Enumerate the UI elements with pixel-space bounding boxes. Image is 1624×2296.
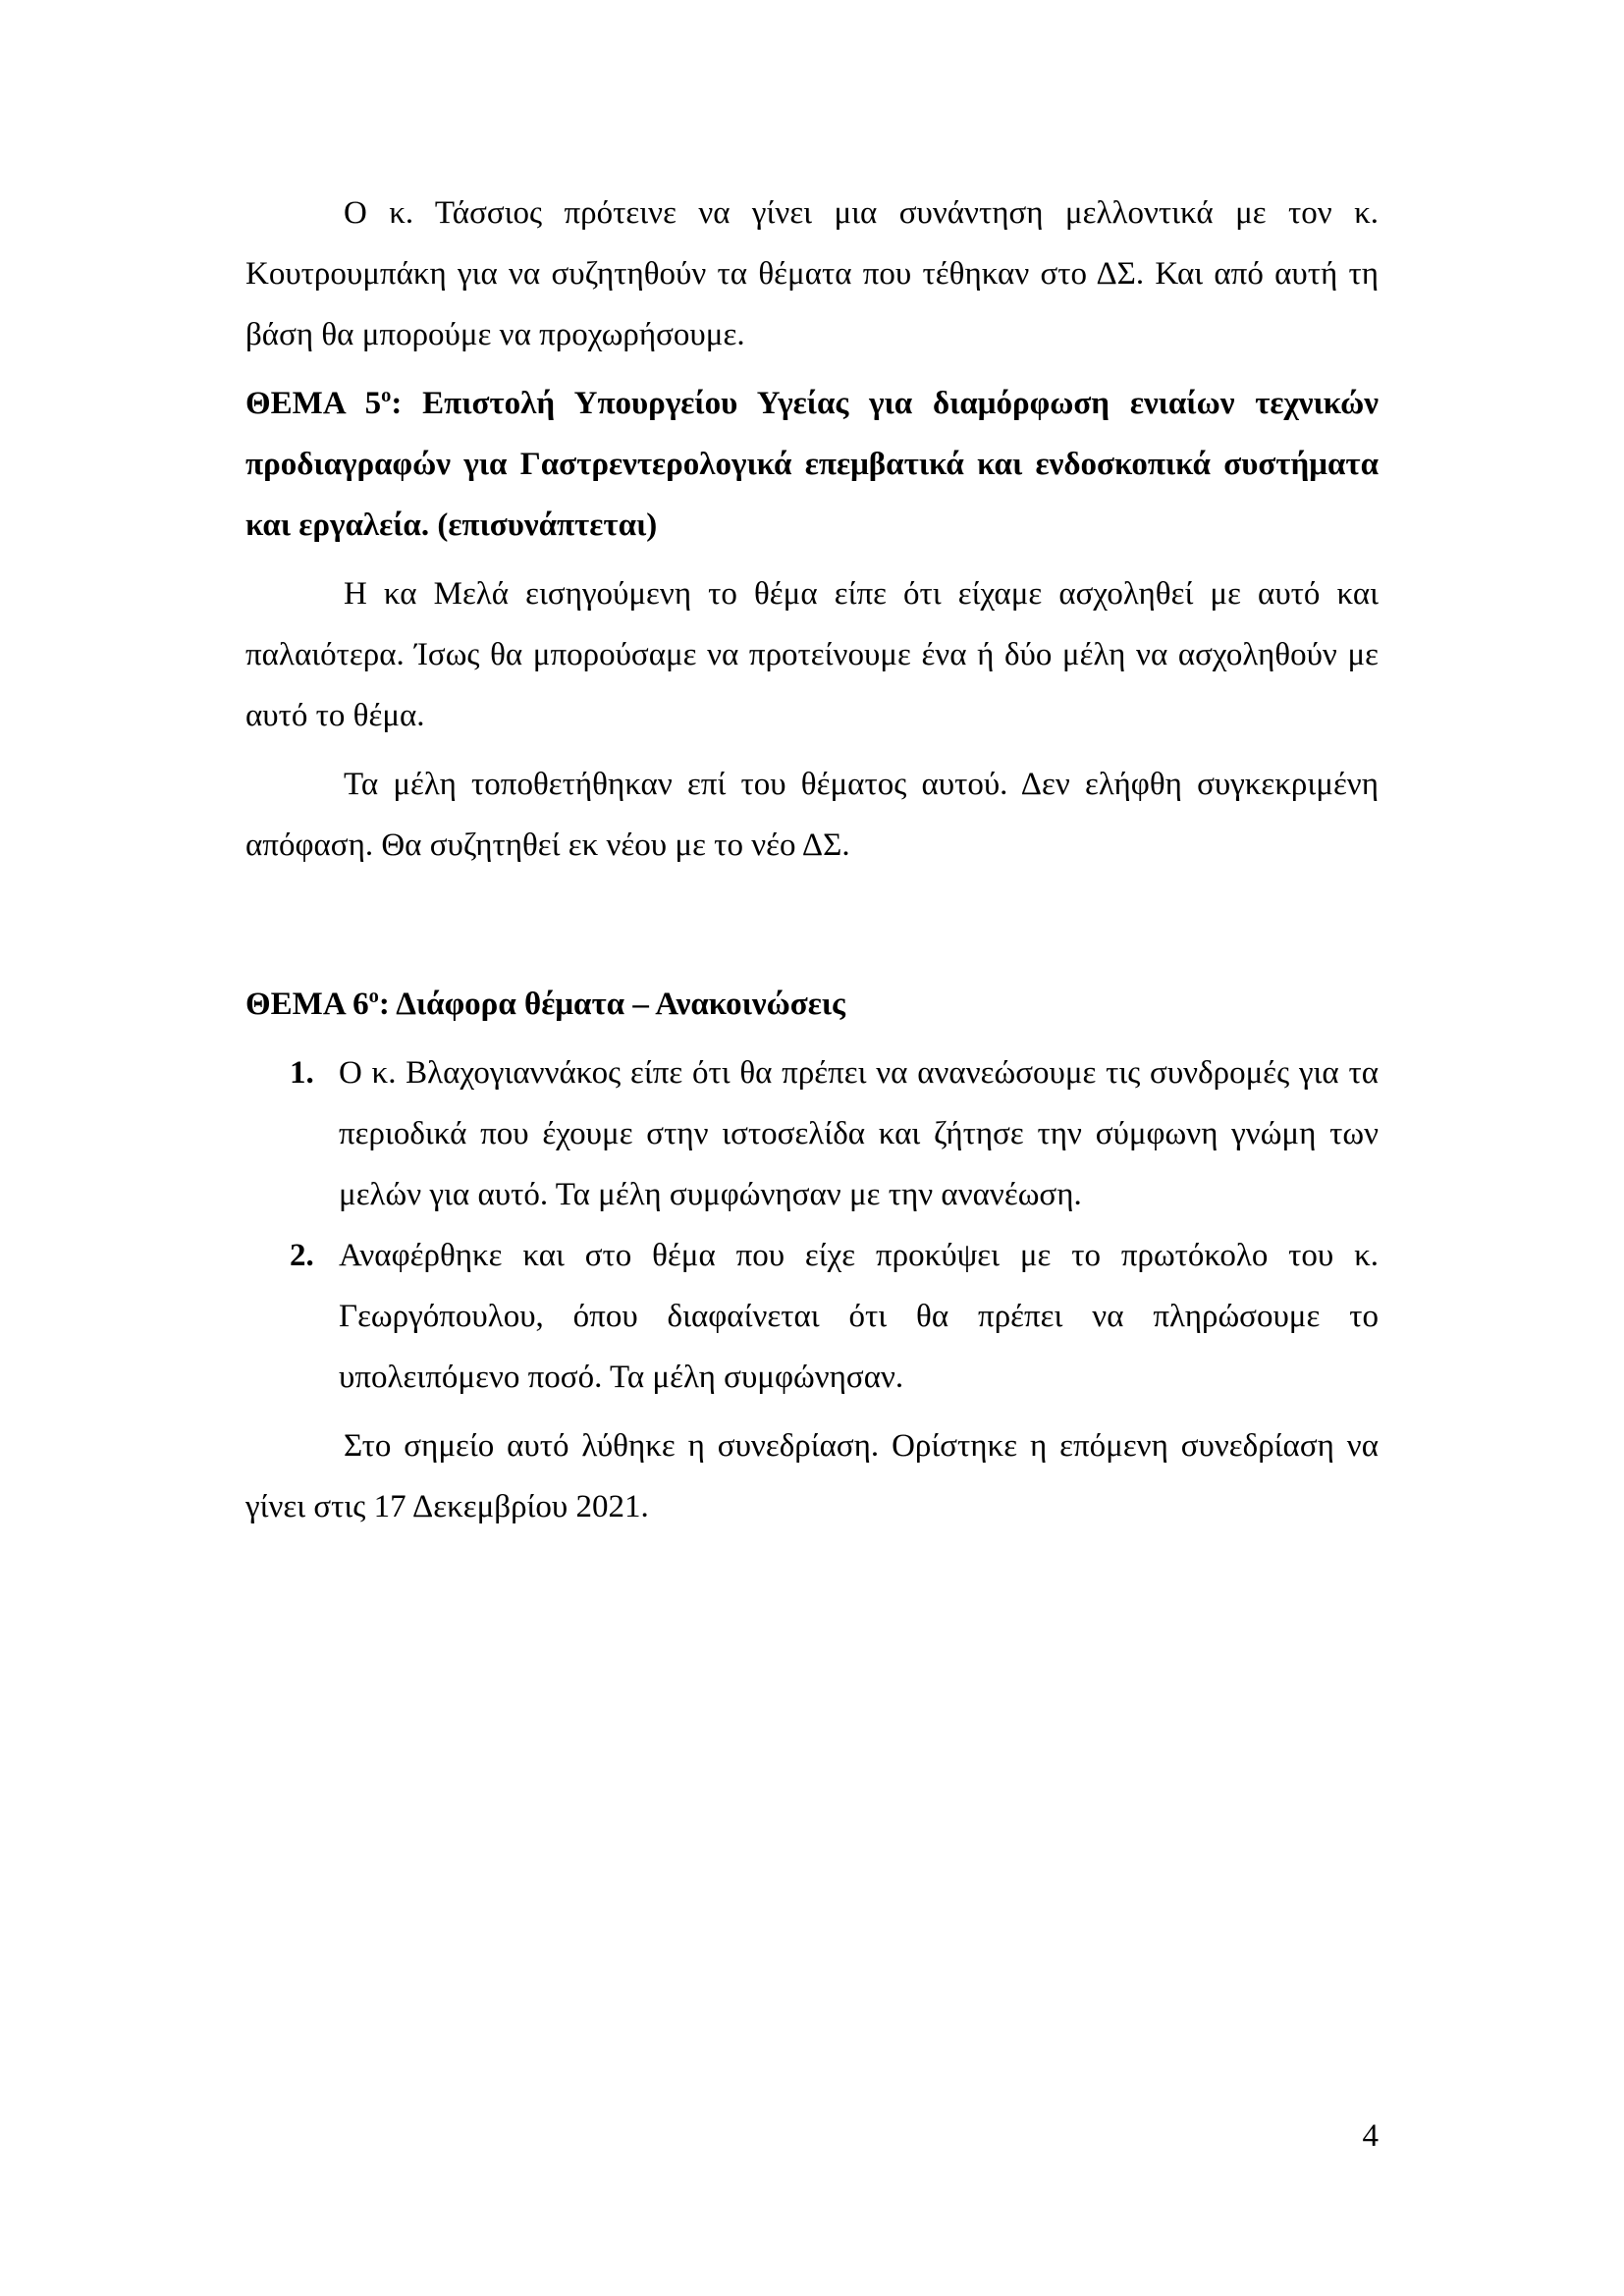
heading-thema-6-ordinal: ο bbox=[368, 986, 379, 1007]
page-number: 4 bbox=[1362, 2118, 1379, 2154]
heading-thema-5-text: : Επιστολή Υπουργείου Υγείας για διαμόρφωση ενιαίων τεχνικών προδιαγραφών για Γαστρεντερολογικά επεμβατικά και ενδοσκοπικά συστήματα και εργαλεία. (επισυνάπτεται) bbox=[245, 386, 1379, 543]
paragraph-decision: Τα μέλη τοποθετήθηκαν επί του θέματος αυτού. Δεν ελήφθη συγκεκριμένη απόφαση. Θα συζητηθεί εκ νέου με το νέο ΔΣ. bbox=[245, 767, 1379, 863]
heading-thema-5-prefix: ΘΕΜΑ 5 bbox=[245, 386, 382, 421]
paragraph-closing: Στο σημείο αυτό λύθηκε η συνεδρίαση. Ορίστηκε η επόμενη συνεδρίαση να γίνει στις 17 Δεκεμβρίου 2021. bbox=[245, 1428, 1379, 1524]
list-item-text: Αναφέρθηκε και στο θέμα που είχε προκύψει με το πρωτόκολο του κ. Γεωργόπουλου, όπου διαφαίνεται ότι θα πρέπει να πληρώσουμε το υπολειπόμενο ποσό. Τα μέλη συμφώνησαν. bbox=[339, 1238, 1379, 1395]
paragraph-intro: Ο κ. Τάσσιος πρότεινε να γίνει μια συνάντηση μελλοντικά με τον κ. Κουτρουμπάκη για να συζητηθούν τα θέματα που τέθηκαν στο ΔΣ. Και από αυτή τη βάση θα μπορούμε να προχωρήσουμε. bbox=[245, 195, 1379, 352]
heading-thema-5-ordinal: ο bbox=[381, 385, 392, 406]
heading-thema-6-text: : Διάφορα θέματα – Ανακοινώσεις bbox=[378, 987, 845, 1022]
list-item-number: 2. bbox=[290, 1238, 314, 1273]
heading-thema-6 bbox=[245, 974, 1379, 1035]
list-item bbox=[245, 1225, 1379, 1408]
heading-thema-5 bbox=[245, 373, 1379, 556]
page-content bbox=[245, 183, 1379, 1545]
heading-thema-6-prefix: ΘΕΜΑ 6 bbox=[245, 987, 369, 1022]
list-item-text: Ο κ. Βλαχογιαννάκος είπε ότι θα πρέπει να ανανεώσουμε τις συνδρομές για τα περιοδικά που έχουμε στην ιστοσελίδα και ζήτησε την σύμφωνη γνώμη των μελών για αυτό. Τα μέλη συμφώνησαν με την ανανέωση. bbox=[339, 1055, 1379, 1212]
numbered-list bbox=[245, 1042, 1379, 1408]
list-item-number: 1. bbox=[290, 1055, 314, 1091]
paragraph-mela: Η κα Μελά εισηγούμενη το θέμα είπε ότι είχαμε ασχοληθεί με αυτό και παλαιότερα. Ίσως θα μπορούσαμε να προτείνουμε ένα ή δύο μέλη να ασχοληθούν με αυτό το θέμα. bbox=[245, 576, 1379, 733]
list-item bbox=[245, 1042, 1379, 1225]
